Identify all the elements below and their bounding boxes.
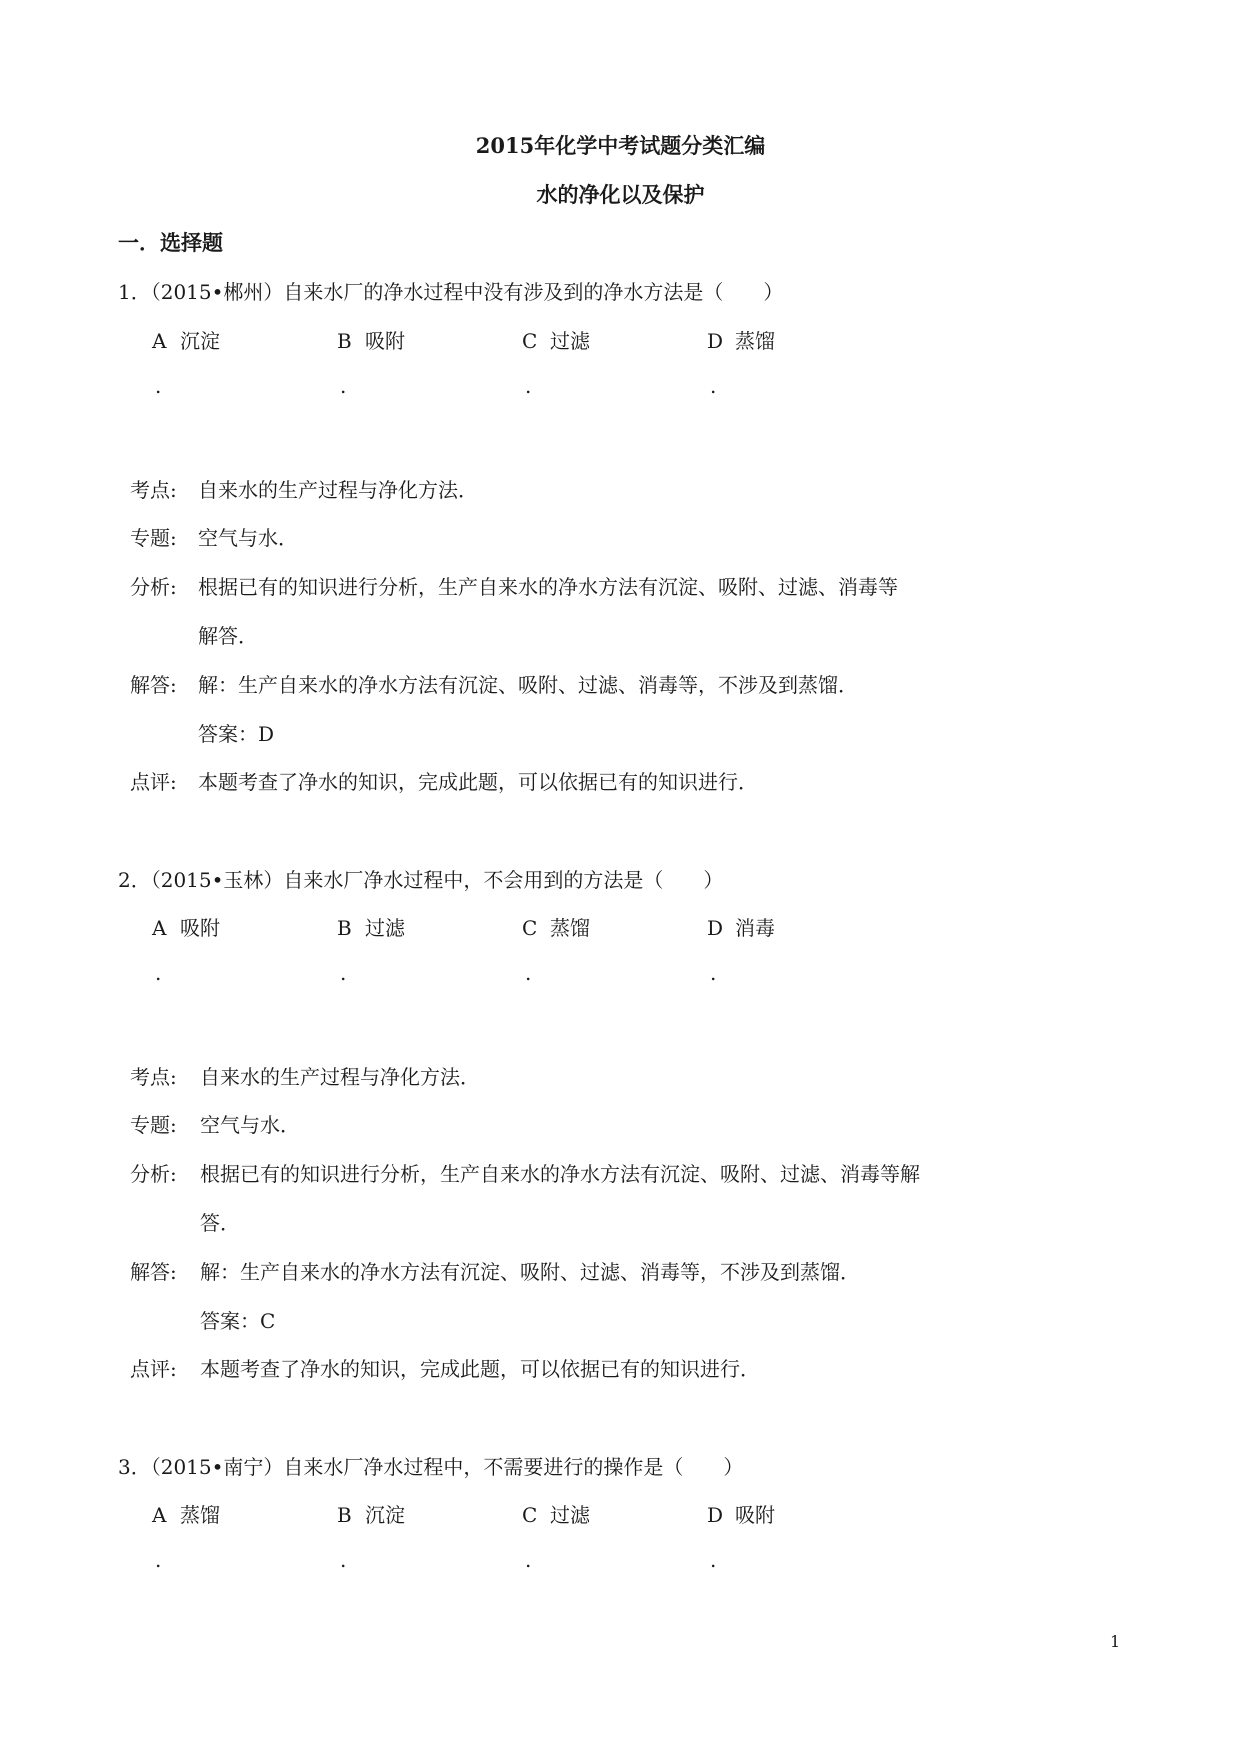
kaodian-label: 考点: <box>130 478 177 502</box>
option-letter: D <box>707 1503 724 1527</box>
option-d <box>707 325 775 354</box>
option-a <box>152 1499 220 1528</box>
option-d <box>707 1499 775 1528</box>
option-dot: . <box>710 374 717 398</box>
option-c <box>522 325 590 354</box>
fenxi-text-cont: 解答． <box>198 624 258 648</box>
jieda-label: 解答: <box>130 1260 177 1284</box>
option-text: 蒸馏 <box>550 916 590 940</box>
option-b <box>337 325 405 354</box>
kaodian-text: 自来水的生产过程与净化方法． <box>200 1065 480 1089</box>
option-dot: . <box>710 961 717 985</box>
option-dot: . <box>710 1548 717 1572</box>
option-dot: . <box>525 961 532 985</box>
option-dot: . <box>525 1548 532 1572</box>
option-b <box>337 912 405 941</box>
option-text: 沉淀 <box>365 1503 405 1527</box>
kaodian-text: 自来水的生产过程与净化方法． <box>198 478 478 502</box>
jieda-label: 解答: <box>130 673 177 697</box>
option-text: 沉淀 <box>180 329 220 353</box>
option-a <box>152 912 220 941</box>
option-c <box>522 912 590 941</box>
option-text: 吸附 <box>180 916 220 940</box>
option-text: 过滤 <box>550 329 590 353</box>
option-a <box>152 325 220 354</box>
option-letter: C <box>522 916 538 940</box>
section-heading: 一．选择题 <box>118 230 223 255</box>
dianping-label: 点评: <box>130 1357 177 1381</box>
fenxi-text: 根据已有的知识进行分析，生产自来水的净水方法有沉淀、吸附、过滤、消毒等解 <box>200 1162 920 1186</box>
answer-text: 答案：C <box>200 1309 276 1333</box>
option-text: 吸附 <box>365 329 405 353</box>
answer-text: 答案：D <box>198 722 275 746</box>
option-letter: B <box>337 916 352 940</box>
kaodian-label: 考点: <box>130 1065 177 1089</box>
option-letter: C <box>522 1503 538 1527</box>
zhuanti-text: 空气与水． <box>198 526 298 550</box>
fenxi-text-cont: 答． <box>200 1211 240 1235</box>
option-text: 蒸馏 <box>180 1503 220 1527</box>
option-letter: B <box>337 1503 352 1527</box>
option-letter: C <box>522 329 538 353</box>
option-text: 蒸馏 <box>735 329 775 353</box>
zhuanti-label: 专题: <box>130 1113 177 1137</box>
dianping-text: 本题考查了净水的知识，完成此题，可以依据已有的知识进行． <box>200 1357 760 1381</box>
zhuanti-text: 空气与水． <box>200 1113 300 1137</box>
fenxi-label: 分析: <box>130 575 177 599</box>
option-letter: D <box>707 329 724 353</box>
option-text: 消毒 <box>735 916 775 940</box>
fenxi-text: 根据已有的知识进行分析，生产自来水的净水方法有沉淀、吸附、过滤、消毒等 <box>198 575 898 599</box>
question-stem: 3．（2015•南宁）自来水厂净水过程中，不需要进行的操作是（ ） <box>118 1455 744 1479</box>
jieda-text: 解：生产自来水的净水方法有沉淀、吸附、过滤、消毒等，不涉及到蒸馏． <box>200 1260 860 1284</box>
fenxi-label: 分析: <box>130 1162 177 1186</box>
option-d <box>707 912 775 941</box>
option-text: 过滤 <box>365 916 405 940</box>
dianping-text: 本题考查了净水的知识，完成此题，可以依据已有的知识进行． <box>198 770 758 794</box>
zhuanti-label: 专题: <box>130 526 177 550</box>
option-text: 过滤 <box>550 1503 590 1527</box>
question-stem: 1．（2015•郴州）自来水厂的净水过程中没有涉及到的净水方法是（ ） <box>118 280 784 304</box>
option-dot: . <box>340 961 347 985</box>
option-dot: . <box>525 374 532 398</box>
option-text: 吸附 <box>735 1503 775 1527</box>
option-c <box>522 1499 590 1528</box>
option-dot: . <box>340 374 347 398</box>
document-subtitle: 水的净化以及保护 <box>536 182 705 207</box>
option-dot: . <box>155 961 162 985</box>
dianping-label: 点评: <box>130 770 177 794</box>
option-b <box>337 1499 405 1528</box>
option-letter: D <box>707 916 724 940</box>
option-dot: . <box>340 1548 347 1572</box>
option-dot: . <box>155 1548 162 1572</box>
option-letter: A <box>152 1503 167 1527</box>
option-dot: . <box>155 374 162 398</box>
option-letter: A <box>152 916 167 940</box>
page-number: 1 <box>1110 1632 1121 1651</box>
document-title: 2015年化学中考试题分类汇编 <box>475 133 766 158</box>
option-letter: A <box>152 329 167 353</box>
question-stem: 2．（2015•玉林）自来水厂净水过程中，不会用到的方法是（ ） <box>118 868 724 892</box>
jieda-text: 解：生产自来水的净水方法有沉淀、吸附、过滤、消毒等，不涉及到蒸馏． <box>198 673 858 697</box>
option-letter: B <box>337 329 352 353</box>
